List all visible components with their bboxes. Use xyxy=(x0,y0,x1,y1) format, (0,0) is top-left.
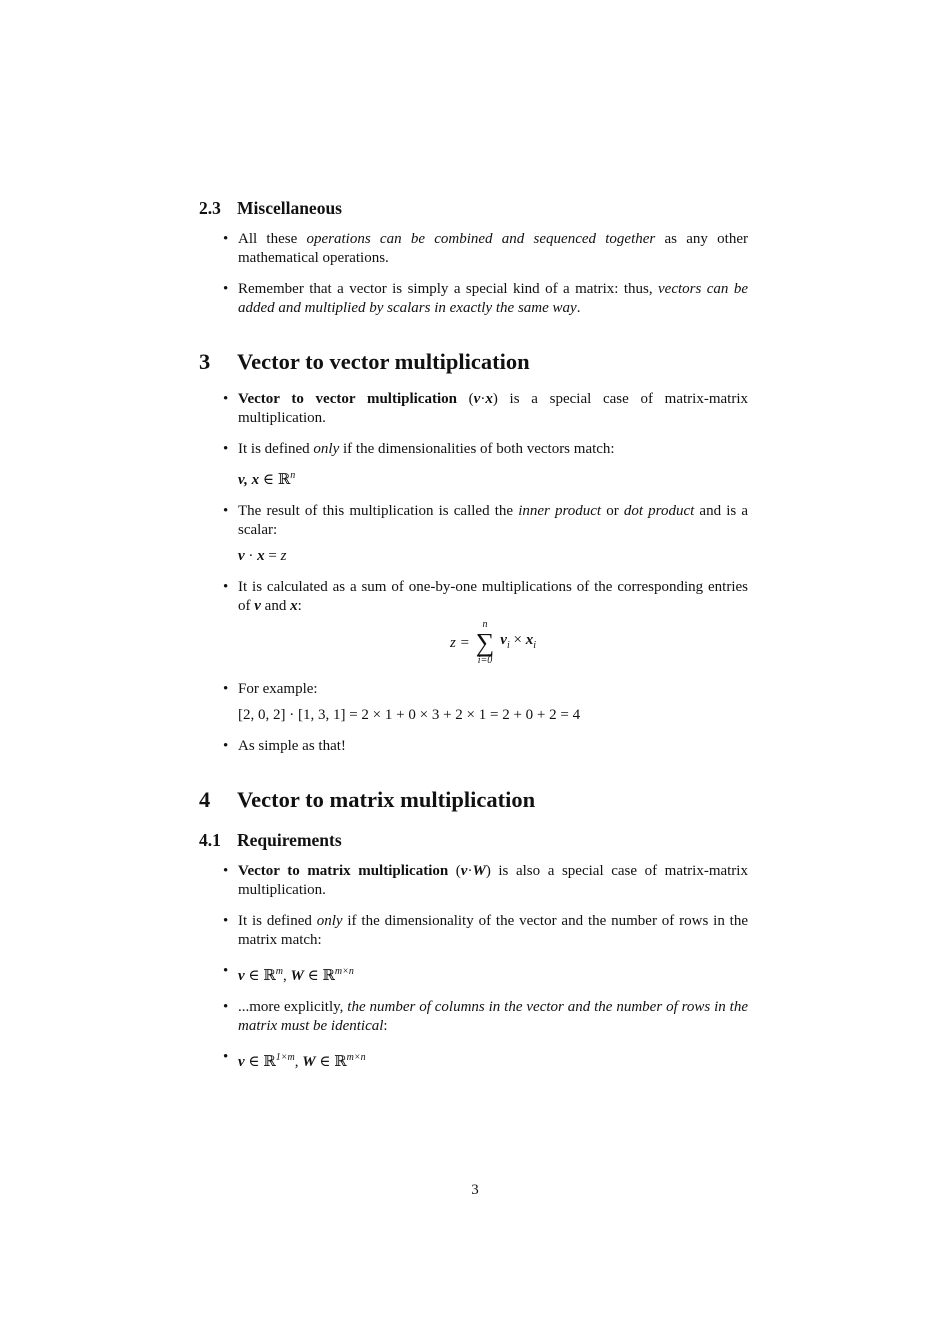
list-item: • All these operations can be combined and sequenced together as any other mathematical operations. xyxy=(199,230,748,268)
bullet-list-4-1 xyxy=(199,862,748,1072)
bullet-list-3 xyxy=(199,390,748,756)
inline-math: v, x ∈ ℝ$^n$ xyxy=(238,470,296,488)
bullet-list-2-3 xyxy=(199,230,748,318)
list-item: • The result of this multiplication is called the inner product or dot product and is a scalar: v · x = z xyxy=(199,502,748,566)
subsection-number: 2.3 xyxy=(199,198,221,218)
section-title: Vector to matrix multiplication xyxy=(237,787,536,812)
list-item: • Vector to matrix multiplication (v·W) is also a special case of matrix-matrix multiplication. xyxy=(199,862,748,900)
list-item: • It is calculated as a sum of one-by-one multiplications of the corresponding entries of v and x: z = n ∑ i=0 $v_i \times x_i$ xyxy=(199,578,748,668)
subsection-heading-2-3 xyxy=(199,196,748,220)
list-item: • It is defined only if the dimensionalities of both vectors match: v, x ∈ ℝ$^n$ xyxy=(199,440,748,490)
list-item: • v ∈ ℝ$^{1\times m}$, W ∈ ℝ$^{m\times n}$ xyxy=(199,1048,748,1072)
section-number: 4 xyxy=(199,787,211,812)
list-item: • For example: [2, 0, 2] · [1, 3, 1] = 2 × 1 + 0 × 3 + 2 × 1 = 2 + 0 + 2 = 4 xyxy=(199,680,748,725)
list-item: • ...more explicitly, the number of columns in the vector and the number of rows in the matrix must be identical: xyxy=(199,998,748,1036)
sum-formula: z = n ∑ i=0 $v_i \times x_i$ xyxy=(450,619,536,666)
list-item: • v ∈ ℝ$^m$, W ∈ ℝ$^{m\times n}$ xyxy=(199,962,748,986)
subsection-title: Miscellaneous xyxy=(237,198,342,218)
page-number: 3 xyxy=(471,1182,479,1198)
section-title: Vector to vector multiplication xyxy=(237,349,530,374)
subsection-heading-4-1 xyxy=(199,828,748,852)
section-number: 3 xyxy=(199,349,211,374)
list-item: • It is defined only if the dimensionality of the vector and the number of rows in the matrix match: xyxy=(199,912,748,950)
page-content xyxy=(199,196,748,1084)
subsection-number: 4.1 xyxy=(199,830,221,850)
list-item: • As simple as that! xyxy=(199,737,748,756)
example-equation: [2, 0, 2] · [1, 3, 1] = 2 × 1 + 0 × 3 + 2 × 1 = 2 + 0 + 2 = 4 xyxy=(238,707,581,723)
section-heading-3 xyxy=(199,348,748,376)
list-item: • Vector to vector multiplication (v·x) is a special case of matrix-matrix multiplication. xyxy=(199,390,748,428)
inline-math: v · x = z xyxy=(238,548,287,564)
sigma-symbol: n ∑ i=0 xyxy=(475,619,495,666)
section-heading-4 xyxy=(199,786,748,814)
list-item: • Remember that a vector is simply a special kind of a matrix: thus, vectors can be added and multiplied by scalars in exactly the same way. xyxy=(199,280,748,318)
subsection-title: Requirements xyxy=(237,830,342,850)
